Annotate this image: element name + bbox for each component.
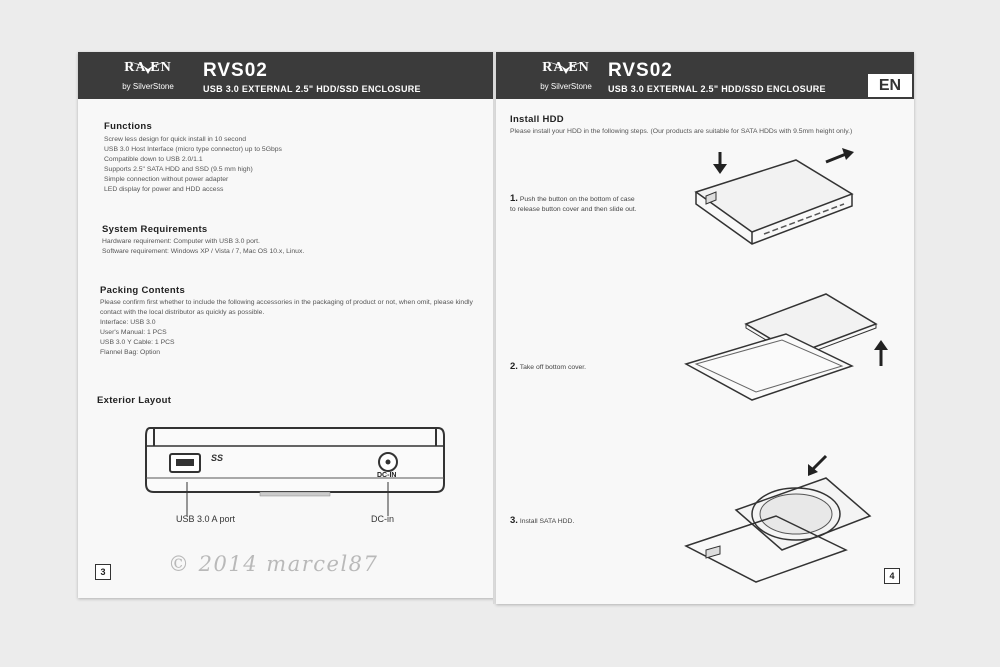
step-3-diagram <box>676 450 906 590</box>
list-item: Software requirement: Windows XP / Vista / 7, Mac OS 10.x, Linux. <box>102 248 305 255</box>
step-text: Take off bottom cover. <box>519 364 587 371</box>
step-text: Install SATA HDD. <box>519 518 575 525</box>
page-number: 3 <box>95 564 111 580</box>
list-item: Interface: USB 3.0 <box>100 319 156 326</box>
list-item: LED display for power and HDD access <box>104 186 224 193</box>
functions-list <box>104 135 282 195</box>
requirements-title: System Requirements <box>102 224 208 235</box>
step-text: to release button cover and then slide out. <box>510 206 637 213</box>
list-item: Supports 2.5" SATA HDD and SSD (9.5 mm high) <box>104 166 253 173</box>
raven-logo <box>98 56 198 96</box>
step-1-diagram <box>676 142 906 252</box>
copyright-watermark: © 2014 marcel87 <box>168 552 379 576</box>
brand-by-line: by SilverStone <box>122 82 174 91</box>
usb-ss-logo: SS <box>211 453 224 463</box>
step-number: 2. <box>510 361 518 372</box>
list-item: Simple connection without power adapter <box>104 176 229 183</box>
list-item: Compatible down to USB 2.0/1.1 <box>104 156 203 163</box>
brand-name: RA EN <box>542 60 590 75</box>
step-3 <box>510 516 574 527</box>
packing-list <box>100 298 473 358</box>
step-2-diagram <box>676 284 906 404</box>
packing-intro: contact with the local distributor as quickly as possible. <box>100 309 265 316</box>
page-number: 4 <box>884 568 900 584</box>
brand-by-line: by SilverStone <box>540 82 592 91</box>
requirements-list <box>102 237 304 257</box>
page-header <box>78 52 496 99</box>
right-page <box>496 52 914 604</box>
product-subtitle: USB 3.0 EXTERNAL 2.5" HDD/SSD ENCLOSURE <box>608 84 826 94</box>
step-number: 1. <box>510 193 518 204</box>
dc-in-port-text: DC-IN <box>377 472 397 479</box>
install-title: Install HDD <box>510 114 564 125</box>
list-item: Hardware requirement: Computer with USB 3.0 port. <box>102 238 260 245</box>
install-intro <box>510 127 852 137</box>
raven-logo <box>516 56 616 96</box>
list-item: USB 3.0 Y Cable: 1 PCS <box>100 339 175 346</box>
functions-title: Functions <box>104 121 153 132</box>
page-header <box>496 52 914 99</box>
language-tab: EN <box>866 72 914 99</box>
product-subtitle: USB 3.0 EXTERNAL 2.5" HDD/SSD ENCLOSURE <box>203 84 421 94</box>
step-1 <box>510 194 637 215</box>
intro-text: Please install your HDD in the following steps. (Our products are suitable for SATA HDDs with 9.5mm height only.) <box>510 128 853 135</box>
dc-in-label: DC-in <box>371 514 395 524</box>
model-name: RVS02 <box>608 60 673 81</box>
list-item: User's Manual: 1 PCS <box>100 329 167 336</box>
left-page <box>78 52 496 598</box>
list-item: Screw less design for quick install in 10 second <box>104 136 247 143</box>
step-number: 3. <box>510 515 518 526</box>
model-name: RVS02 <box>203 60 268 81</box>
usb-port-label: USB 3.0 A port <box>176 514 236 524</box>
list-item: Flannel Bag: Option <box>100 349 161 356</box>
packing-title: Packing Contents <box>100 285 186 296</box>
list-item: USB 3.0 Host Interface (micro type connector) up to 5Gbps <box>104 146 282 153</box>
packing-intro: Please confirm first whether to include the following accessories in the packaging of product or not, when omit, please kindly <box>100 299 473 306</box>
brand-name: RA EN <box>124 60 172 75</box>
step-2 <box>510 362 586 373</box>
step-text: Push the button on the bottom of case <box>519 196 635 203</box>
exterior-title: Exterior Layout <box>97 395 172 406</box>
